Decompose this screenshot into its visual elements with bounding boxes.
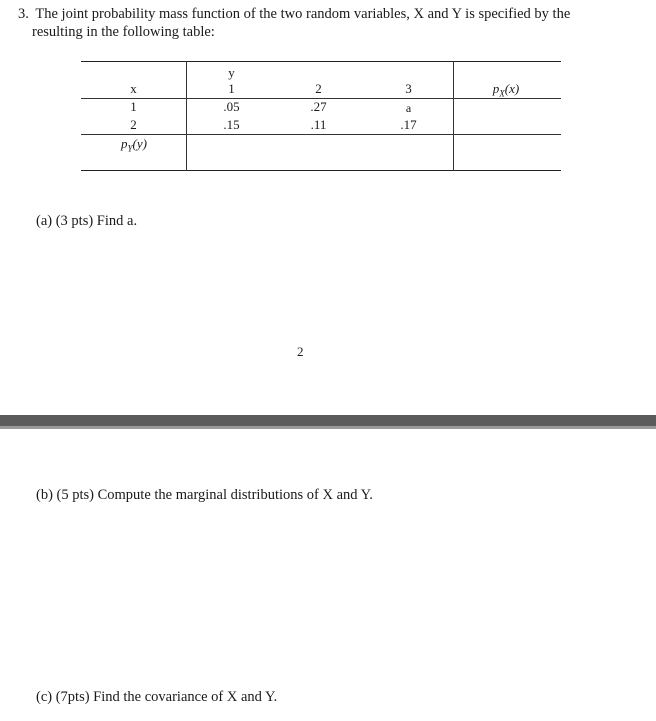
cell-x1-y1: .05 [223, 99, 240, 114]
problem-text-1: The joint probability mass function of the two random variables, X and Y is specified by the [35, 6, 571, 22]
x-value-1: 1 [130, 99, 137, 114]
problem-text-2: resulting in the following table: [32, 24, 215, 40]
cell-x2-y2: .11 [310, 117, 327, 132]
py-label: $p_Y(y)$ [121, 136, 147, 154]
y-value-1: 1 [228, 81, 235, 96]
table-right-divider [453, 61, 454, 171]
part-b: (b) (5 pts) Compute the marginal distributions of X and Y. [36, 487, 373, 503]
table-body-rule [81, 134, 561, 135]
part-c: (c) (7pts) Find the covariance of X and Y. [36, 689, 278, 705]
x-header: x [130, 81, 137, 96]
x-value-2: 2 [130, 117, 137, 132]
page-number: 2 [297, 344, 304, 359]
table-left-divider [186, 61, 187, 171]
px-header: $p_X(x)$ [492, 81, 520, 99]
cell-x1-y3: a [405, 101, 412, 115]
cell-x2-y3: .17 [400, 117, 417, 132]
problem-line-2 [18, 23, 638, 41]
problem-line-1 [18, 5, 638, 23]
page-break-shadow [0, 426, 656, 429]
y-value-2: 2 [315, 81, 322, 96]
cell-x1-y2: .27 [310, 99, 327, 114]
cell-x2-y1: .15 [223, 117, 240, 132]
part-a: (a) (3 pts) Find a. [36, 213, 138, 229]
y-header: y [228, 65, 235, 80]
table-top-rule [81, 61, 561, 62]
problem-number: 3. [18, 6, 29, 22]
y-value-3: 3 [405, 81, 412, 96]
table-bottom-rule [81, 170, 561, 171]
problem-statement [18, 5, 638, 41]
joint-pmf-table [81, 61, 561, 171]
page-break-bar [0, 415, 656, 426]
